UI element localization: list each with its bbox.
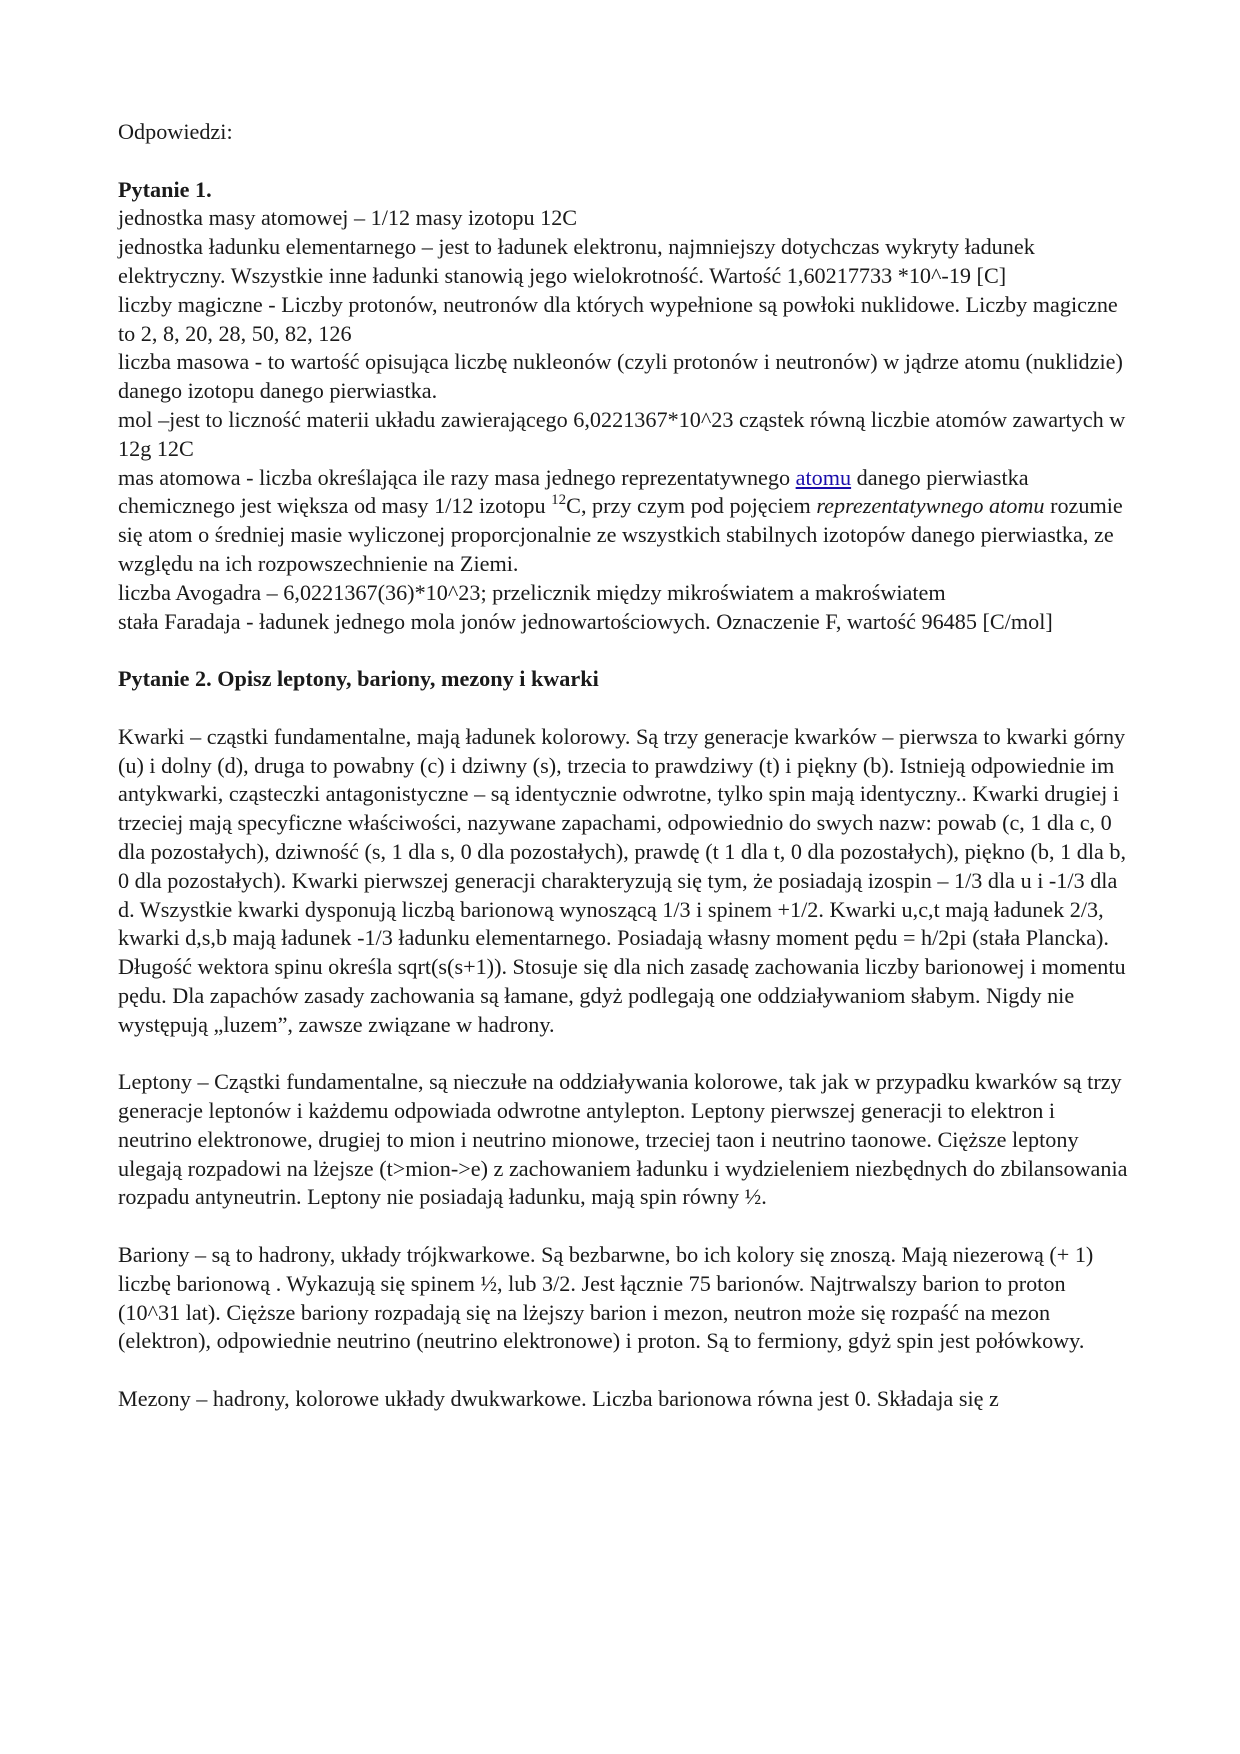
spacer [118,147,1128,176]
document-page [118,118,1128,1414]
definition-avogadro: liczba Avogadra – 6,0221367(36)*10^23; przelicznik między mikroświatem a makroświatem [118,579,946,605]
question-2-heading: Pytanie 2. Opisz leptony, bariony, mezony i kwarki [118,666,599,692]
paragraph-kwarki: Kwarki – cząstki fundamentalne, mają ładunek kolorowy. Są trzy generacje kwarków – pierwsza to kwarki górny (u) i dolny (d), druga to powabny (c) i dziwny (s), trzecia to prawdziwy (t) i piękny (b). Istnieją odpowiednie im antykwarki, cząsteczki antagonistyczne – są identycznie odwrotne, tylko spin mają identyczny.. Kwarki drugiej i trzeciej mają specyficzne właściwości, nazywane zapachami, odpowiednio do swych nazw: powab (c, 1 dla c, 0 dla pozostałych), dziwność (s, 1 dla s, 0 dla pozostałych), prawdę (t 1 dla t, 0 dla pozostałych), piękno (b, 1 dla b, 0 dla pozostałych). Kwarki pierwszej generacji charakteryzują się tym, że posiadają izospin – 1/3 dla u i -1/3 dla d. Wszystkie kwarki dysponują liczbą barionową wynoszącą 1/3 i spinem +1/2. Kwarki u,c,t mają ładunek 2/3, kwarki d,s,b mają ładunek -1/3 ładunku elementarnego. Posiadają własny moment pędu = h/2pi (stała Plancka). Długość wektora spinu określa sqrt(s(s+1)). Stosuje się dla nich zasadę zachowania liczby barionowej i momentu pędu. Dla zapachów zasady zachowania są łamane, gdyż podlegają one oddziaływaniom słabym. Nigdy nie występują „luzem”, zawsze związane w hadrony. [118,723,1127,1037]
spacer [118,1040,1128,1069]
atom-link[interactable]: atomu [795,464,852,490]
definition-atomic-mass-unit: jednostka masy atomowej – 1/12 masy izotopu 12C [118,205,578,231]
paragraph-leptony: Leptony – Cząstki fundamentalne, są nieczułe na oddziaływania kolorowe, tak jak w przypadku kwarków są trzy generacje leptonów i każdemu odpowiada odwrotne antylepton. Leptony pierwszej generacji to elektron i neutrino elektronowe, drugiej to mion i neutrino mionowe, trzeciej taon i neutrino taonowe. Cięższe leptony ulegają rozpadowi na lżejsze (t>mion->e) z zachowaniem ładunku i wydzieleniem niezbędnych do zbilansowania rozpadu antyneutrin. Leptony nie posiadają ładunku, mają spin równy ½. [118,1069,1128,1210]
definition-magic-numbers: liczby magiczne - Liczby protonów, neutronów dla których wypełnione są powłoki nuklidowe. Liczby magiczne to 2, 8, 20, 28, 50, 82, 126 [118,291,1118,346]
atomic-mass-text-4: rozumie się atom o średniej masie wyliczonej proporcjonalnie ze wszystkich stabilnych izotopów danego pierwiastka, ze względu na ich rozpowszechnienie na Ziemi. [118,493,1123,576]
isotope-superscript: 12 [551,492,567,509]
intro-line: Odpowiedzi: [118,119,233,144]
atomic-mass-text-1: mas atomowa - liczba określająca ile razy masa jednego reprezentatywnego [118,464,796,490]
spacer [118,1356,1128,1385]
paragraph-bariony: Bariony – są to hadrony, układy trójkwarkowe. Są bezbarwne, bo ich kolory się znoszą. Mają niezerową (+ 1) liczbę barionową . Wykazują się spinem ½, lub 3/2. Jest łącznie 75 barionów. Najtrwalszy barion to proton (10^31 lat). Cięższe bariony rozpadają się na lżejszy barion i mezon, neutron może się rozpaść na mezon (elektron), odpowiednie neutrino (neutrino elektronowe) i proton. Są to fermiony, gdyż spin jest połówkowy. [118,1242,1094,1354]
question-1-heading: Pytanie 1. [118,176,212,202]
definition-mass-number: liczba masowa - to wartość opisująca liczbę nukleonów (czyli protonów i neutronów) w jądrze atomu (nuklidzie) danego izotopu danego pierwiastka. [118,349,1123,404]
paragraph-mezony: Mezony – hadrony, kolorowe układy dwukwarkowe. Liczba barionowa równa jest 0. Składaja się z [118,1386,999,1412]
spacer [118,636,1128,665]
spacer [118,694,1128,723]
definition-elementary-charge: jednostka ładunku elementarnego – jest to ładunek elektronu, najmniejszy dotychczas wykryty ładunek elektryczny. Wszystkie inne ładunki stanowią jego wielokrotność. Wartość 1,60217733 *10^-19 [C] [118,234,1035,288]
representative-atom-term: reprezentatywnego atomu [816,493,1045,519]
atomic-mass-text-3: C, przy czym pod pojęciem [566,493,817,519]
atomic-mass-text-2: danego pierwiastka chemicznego jest większa od masy 1/12 izotopu [118,464,1029,519]
definition-atomic-mass [118,464,1128,579]
definition-mol: mol –jest to liczność materii układu zawierającego 6,0221367*10^23 cząstek równą liczbie atomów zawartych w 12g 12C [118,406,1126,461]
definition-faraday: stała Faradaja - ładunek jednego mola jonów jednowartościowych. Oznaczenie F, wartość 96485 [C/mol] [118,608,1053,634]
spacer [118,1212,1128,1241]
